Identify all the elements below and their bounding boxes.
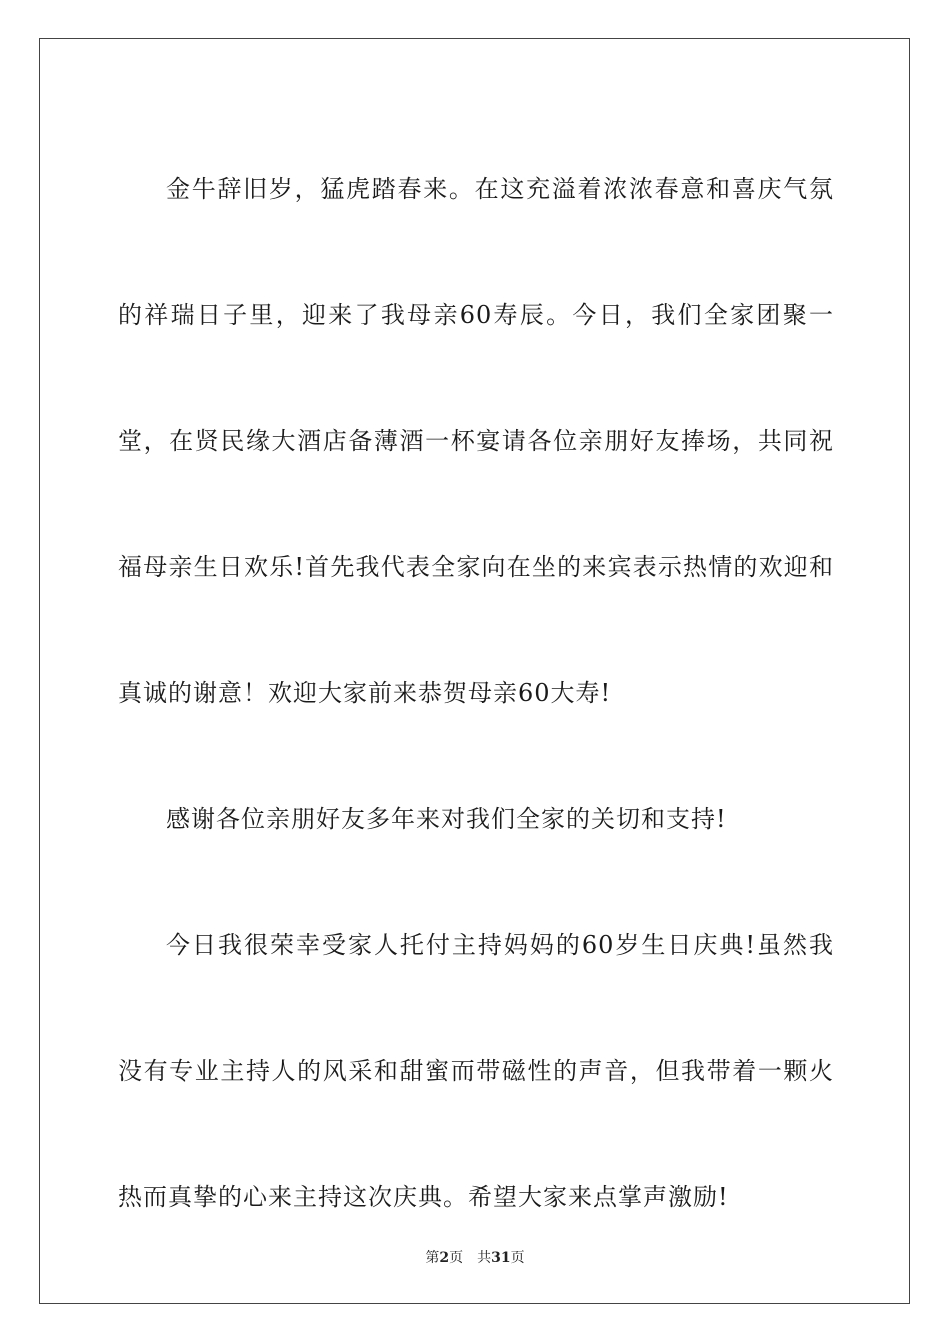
paragraph-1: 金牛辞旧岁，猛虎踏春来。在这充溢着浓浓春意和喜庆气氛的祥瑞日子里，迎来了我母亲60寿辰。今日，我们全家团聚一堂，在贤民缘大酒店备薄酒一杯宴请各位亲朋好友捧场，共同祝福母亲生日欢乐!首先我代表全家向在坐的来宾表示热情的欢迎和真诚的谢意！欢迎大家前来恭贺母亲60大寿! <box>118 175 834 707</box>
page-footer <box>0 1247 950 1267</box>
page-suffix: 页 <box>449 1250 464 1266</box>
page-prefix: 第 <box>425 1250 440 1266</box>
paragraph-2: 感谢各位亲朋好友多年来对我们全家的关切和支持! <box>166 805 727 833</box>
document-body <box>118 126 834 1260</box>
total-pages: 31 <box>491 1250 511 1266</box>
total-suffix: 页 <box>510 1250 525 1266</box>
total-prefix: 共 <box>477 1250 492 1266</box>
paragraph-3: 今日我很荣幸受家人托付主持妈妈的60岁生日庆典!虽然我没有专业主持人的风采和甜蜜而带磁性的声音，但我带着一颗火热而真挚的心来主持这次庆典。希望大家来点掌声激励! <box>118 931 834 1211</box>
page-number: 2 <box>439 1250 450 1266</box>
